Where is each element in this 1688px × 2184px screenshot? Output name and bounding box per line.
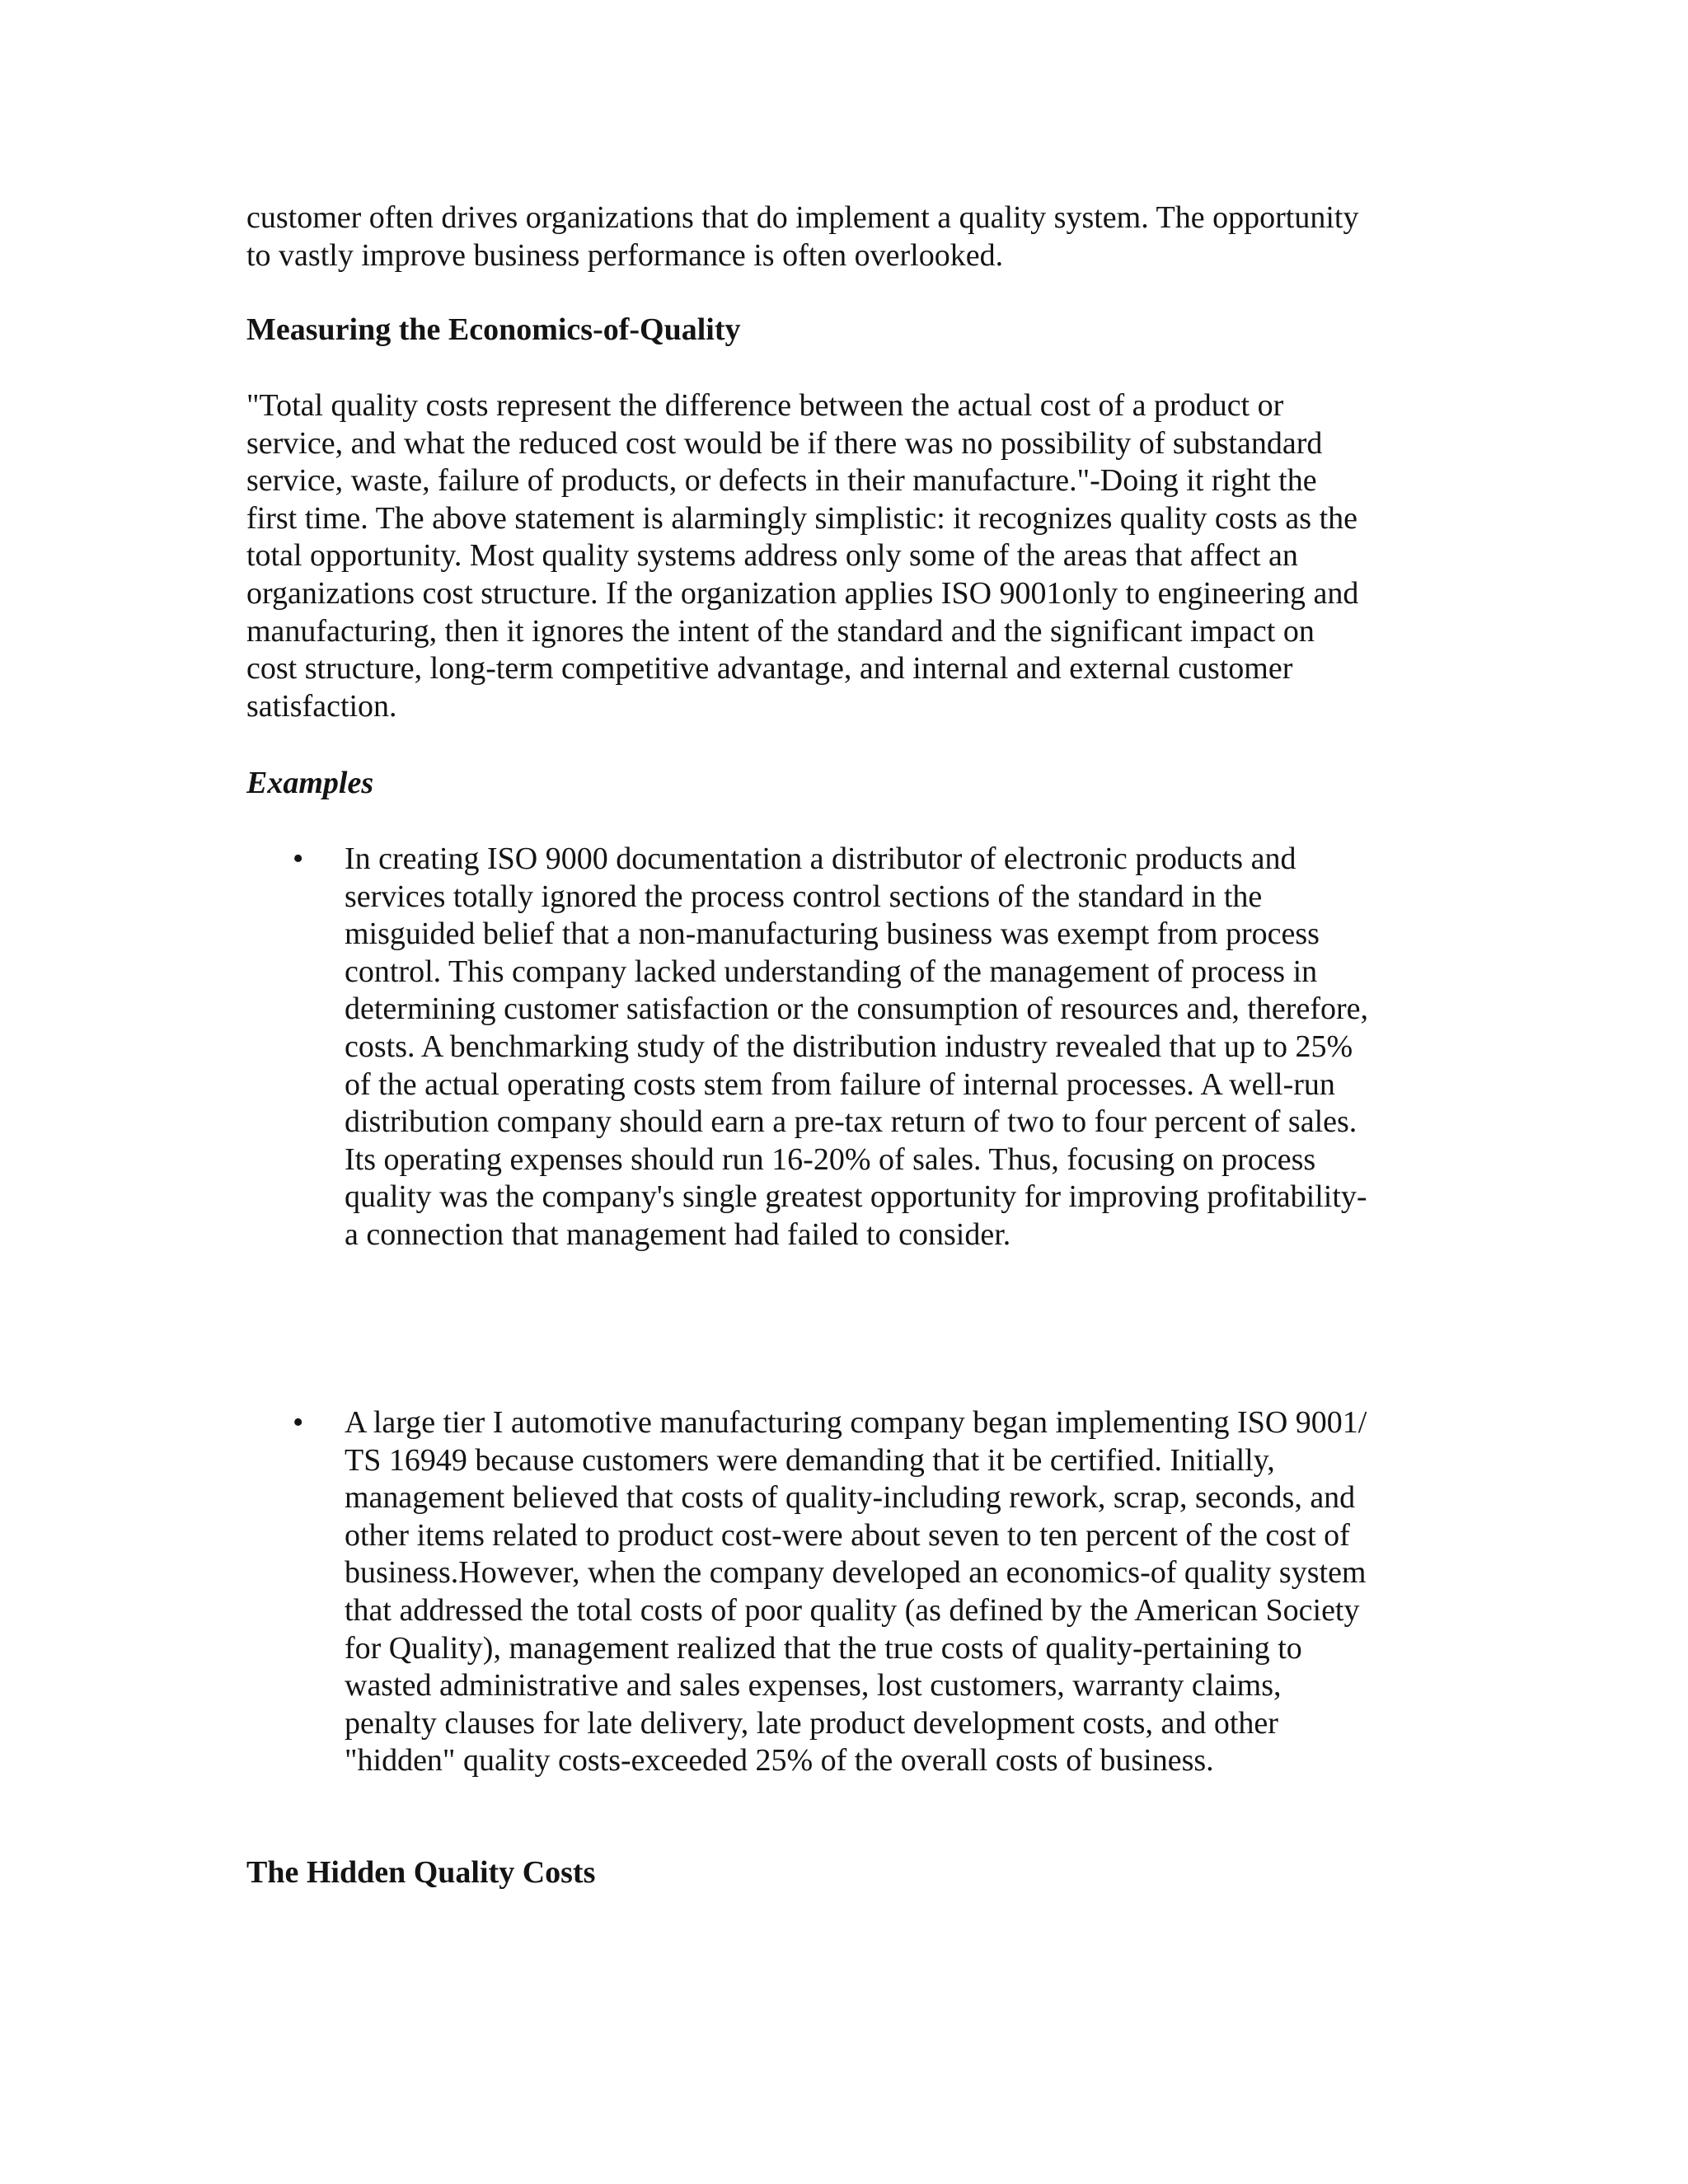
paragraph-line: that addressed the total costs of poor quality (as defined by the American Society xyxy=(345,1592,1360,1628)
paragraph-line: other items related to product cost-were about seven to ten percent of the cost of xyxy=(345,1517,1350,1553)
list-item-text xyxy=(345,841,1368,1254)
quote-paragraph xyxy=(246,387,1358,725)
paragraph-line: quality was the company's single greatest opportunity for improving profitability- xyxy=(345,1179,1367,1215)
paragraph-line: a connection that management had failed to consider. xyxy=(345,1216,1011,1252)
paragraph-line: misguided belief that a non-manufacturing business was exempt from process xyxy=(345,916,1320,952)
paragraph-line: business.However, when the company developed an economics-of quality system xyxy=(345,1555,1367,1591)
paragraph-line: control. This company lacked understanding of the management of process in xyxy=(345,954,1318,989)
paragraph-line: organizations cost structure. If the organization applies ISO 9001only to engineering and xyxy=(246,575,1359,611)
section-heading-economics: Measuring the Economics-of-Quality xyxy=(246,312,741,347)
paragraph-line: distribution company should earn a pre-tax return of two to four percent of sales. xyxy=(345,1104,1357,1140)
paragraph-line: wasted administrative and sales expenses, lost customers, warranty claims, xyxy=(345,1668,1282,1704)
paragraph-line: customer often drives organizations that do implement a quality system. The opportunity xyxy=(246,200,1359,235)
paragraph-line: A large tier I automotive manufacturing company began implementing ISO 9001/ xyxy=(345,1405,1367,1440)
paragraph-line: for Quality), management realized that the true costs of quality-pertaining to xyxy=(345,1630,1302,1666)
paragraph-line: penalty clauses for late delivery, late product development costs, and other xyxy=(345,1705,1278,1741)
paragraph-line: services totally ignored the process control sections of the standard in the xyxy=(345,879,1263,914)
section-heading-examples: Examples xyxy=(246,766,374,800)
intro-paragraph xyxy=(246,199,1358,274)
bullet-marker: • xyxy=(293,841,304,876)
paragraph-line: Its operating expenses should run 16-20% of sales. Thus, focusing on process xyxy=(345,1141,1316,1177)
paragraph-line: management believed that costs of quality-including rework, scrap, seconds, and xyxy=(345,1480,1356,1516)
list-item-text xyxy=(345,1404,1367,1780)
bullet-marker: • xyxy=(293,1405,304,1440)
section-heading-hidden-costs: The Hidden Quality Costs xyxy=(246,1855,596,1890)
paragraph-line: first time. The above statement is alarmingly simplistic: it recognizes quality costs as the xyxy=(246,500,1357,536)
paragraph-line: In creating ISO 9000 documentation a distributor of electronic products and xyxy=(345,841,1296,876)
paragraph-line: satisfaction. xyxy=(246,688,397,724)
paragraph-line: service, and what the reduced cost would be if there was no possibility of substandard xyxy=(246,425,1323,461)
paragraph-line: to vastly improve business performance is often overlooked. xyxy=(246,237,1004,273)
paragraph-line: "Total quality costs represent the difference between the actual cost of a product or xyxy=(246,388,1284,423)
paragraph-line: cost structure, long-term competitive advantage, and internal and external customer xyxy=(246,651,1293,687)
paragraph-line: manufacturing, then it ignores the intent of the standard and the significant impact on xyxy=(246,613,1315,649)
paragraph-line: determining customer satisfaction or the consumption of resources and, therefore, xyxy=(345,991,1368,1027)
paragraph-line: costs. A benchmarking study of the distribution industry revealed that up to 25% xyxy=(345,1029,1353,1064)
paragraph-line: total opportunity. Most quality systems address only some of the areas that affect an xyxy=(246,538,1298,574)
paragraph-line: service, waste, failure of products, or defects in their manufacture."-Doing it right the xyxy=(246,463,1317,499)
paragraph-line: "hidden" quality costs-exceeded 25% of the overall costs of business. xyxy=(345,1743,1214,1779)
paragraph-line: of the actual operating costs stem from failure of internal processes. A well-run xyxy=(345,1066,1335,1102)
paragraph-line: TS 16949 because customers were demanding that it be certified. Initially, xyxy=(345,1442,1275,1478)
